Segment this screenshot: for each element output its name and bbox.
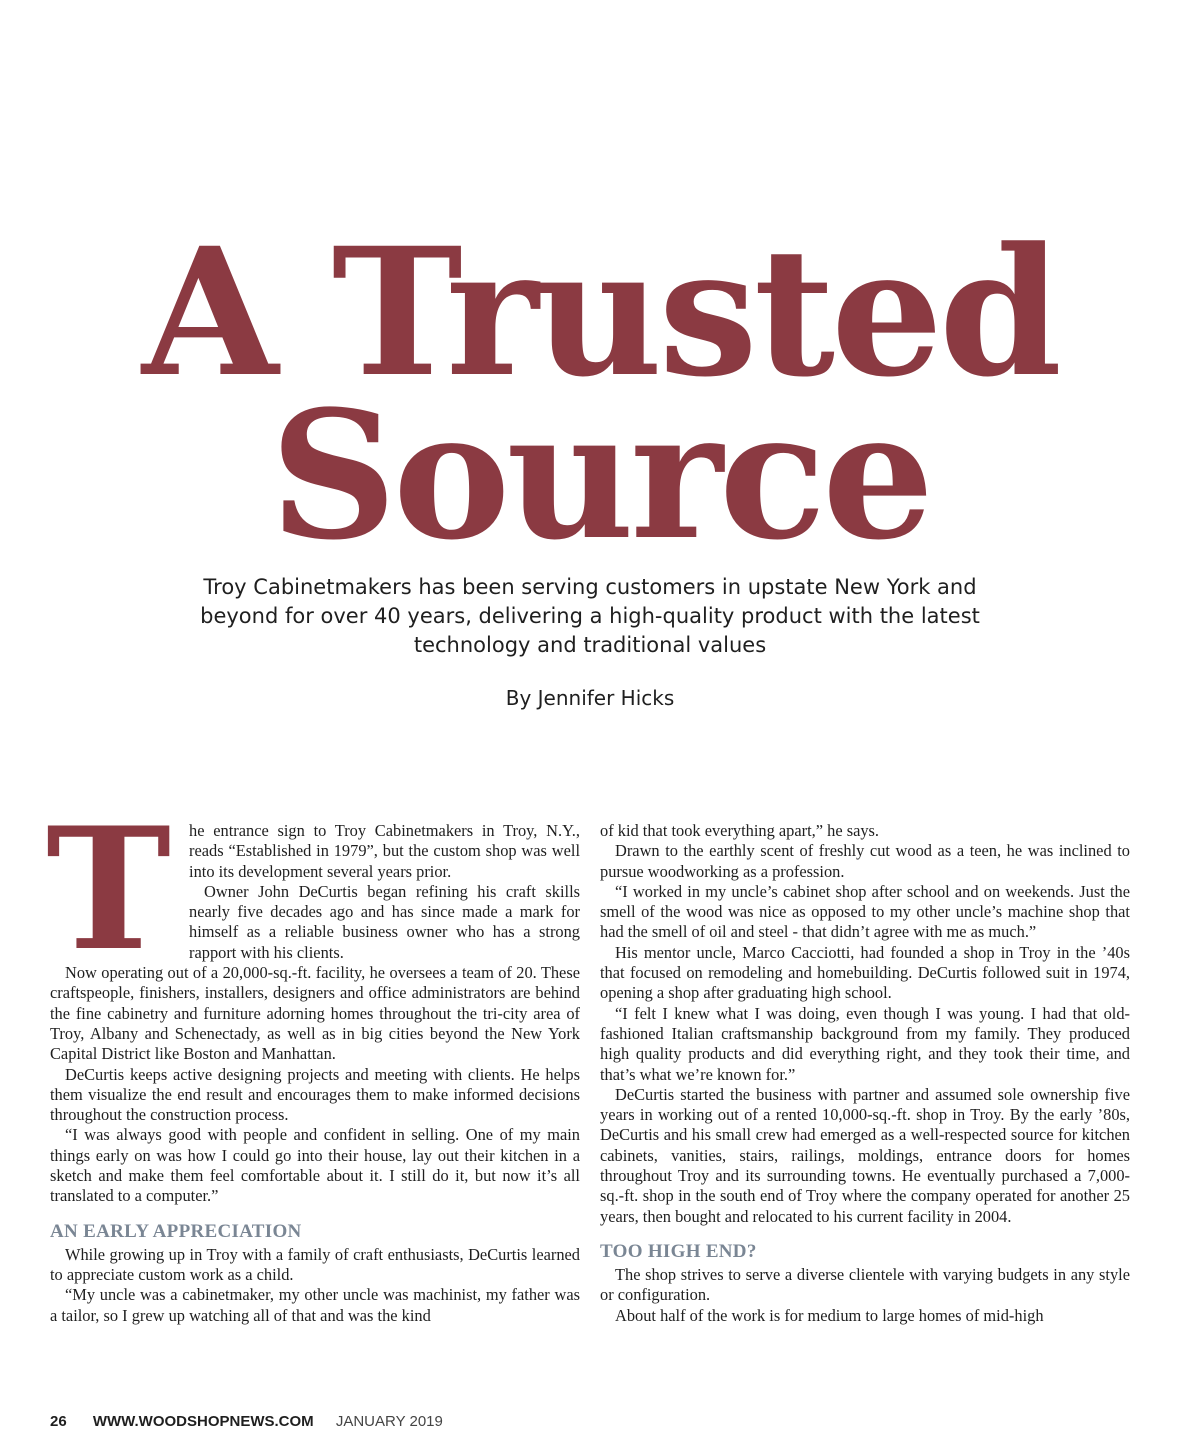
- paragraph: His mentor uncle, Marco Cacciotti, had founded a shop in Troy in the ’40s that focused on remodeling and homebuilding. DeCurtis followed suit in 1974, opening a shop after graduating high school.: [600, 942, 1130, 1003]
- website-link[interactable]: WWW.WOODSHOPNEWS.COM: [92, 1413, 314, 1430]
- paragraph: he entrance sign to Troy Cabinetmakers in Troy, N.Y., reads “Established in 1979”, but the custom shop was well into its development several years prior.: [189, 821, 580, 881]
- paragraph: “My uncle was a cabinetmaker, my other uncle was machinist, my father was a tailor, so I grew up watching all of that and was the kind: [50, 1285, 580, 1325]
- paragraph: DeCurtis started the business with partner and assumed sole ownership five years in working out of a rented 10,000-sq.-ft. shop in Troy. By the early ’80s, DeCurtis and his small crew had emerged as a well-respected source for kitchen cabinets, vanities, stairs, railings, moldings, entrance doors for homes throughout Troy and its surrounding towns. He eventually purchased a 7,000-sq.-ft. shop in the south end of Troy where the company operated for another 25 years, then bought and relocated to his current facility in 2004.: [600, 1084, 1130, 1226]
- paragraph: About half of the work is for medium to large homes of mid-high: [615, 1305, 1044, 1325]
- article-title-line-2: Source: [269, 372, 931, 579]
- paragraph: “I felt I knew what I was doing, even though I was young. I had that old-fashioned Italian craftsmanship background from my family. They produced high quality products and did everything right, and they took their time, and that’s what we’re known for.”: [600, 1003, 1130, 1084]
- paragraph: DeCurtis keeps active designing projects and meeting with clients. He helps them visualize the end result and encourages them to make informed decisions throughout the construction process.: [50, 1064, 580, 1125]
- paragraph: Drawn to the earthly scent of freshly cut wood as a teen, he was inclined to pursue woodworking as a profession.: [600, 841, 1130, 881]
- drop-cap: T: [46, 790, 172, 988]
- paragraph: “I was always good with people and confident in selling. One of my main things early on was how I could go into their house, lay out their kitchen in a sketch and make them feel comfortable about it. I still do it, but now it’s all translated to a computer.”: [50, 1125, 580, 1206]
- body-column-left: [46, 790, 580, 1326]
- article-deck: Troy Cabinetmakers has been serving customers in upstate New York and beyond for over 40 years, delivering a high-quality product with the latest technology and traditional values: [200, 575, 980, 657]
- page-number: 26: [50, 1413, 67, 1430]
- paragraph: Owner John DeCurtis began refining his craft skills nearly five decades ago and has since made a mark for himself as a reliable business owner who has a strong rapport with his clients.: [189, 881, 580, 962]
- page-footer: [50, 1413, 443, 1431]
- paragraph: “I worked in my uncle’s cabinet shop after school and on weekends. Just the smell of the wood was nice as opposed to my other uncle’s machine shop that had the smell of oil and steel - that didn’t agree with me as much.”: [600, 881, 1130, 942]
- issue-date: JANUARY 2019: [335, 1413, 443, 1430]
- section-subhead: TOO HIGH END?: [600, 1240, 757, 1262]
- paragraph: While growing up in Troy with a family of craft enthusiasts, DeCurtis learned to appreciate custom work as a child.: [50, 1244, 580, 1284]
- paragraph: The shop strives to serve a diverse clientele with varying budgets in any style or configuration.: [600, 1264, 1130, 1305]
- section-subhead: AN EARLY APPRECIATION: [50, 1220, 302, 1242]
- paragraph: Now operating out of a 20,000-sq.-ft. facility, he oversees a team of 20. These craftspeople, finishers, installers, designers and office administrators are behind the fine cabinetry and furniture adorning homes throughout the tri-city area of Troy, Albany and Schenectady, as well as in big cities beyond the New York Capital District like Boston and Manhattan.: [50, 963, 580, 1064]
- body-column-right: [600, 821, 1130, 1326]
- article-title-line-1: A Trusted: [141, 209, 1059, 416]
- paragraph: of kid that took everything apart,” he says.: [600, 821, 880, 840]
- byline: By Jennifer Hicks: [505, 686, 675, 710]
